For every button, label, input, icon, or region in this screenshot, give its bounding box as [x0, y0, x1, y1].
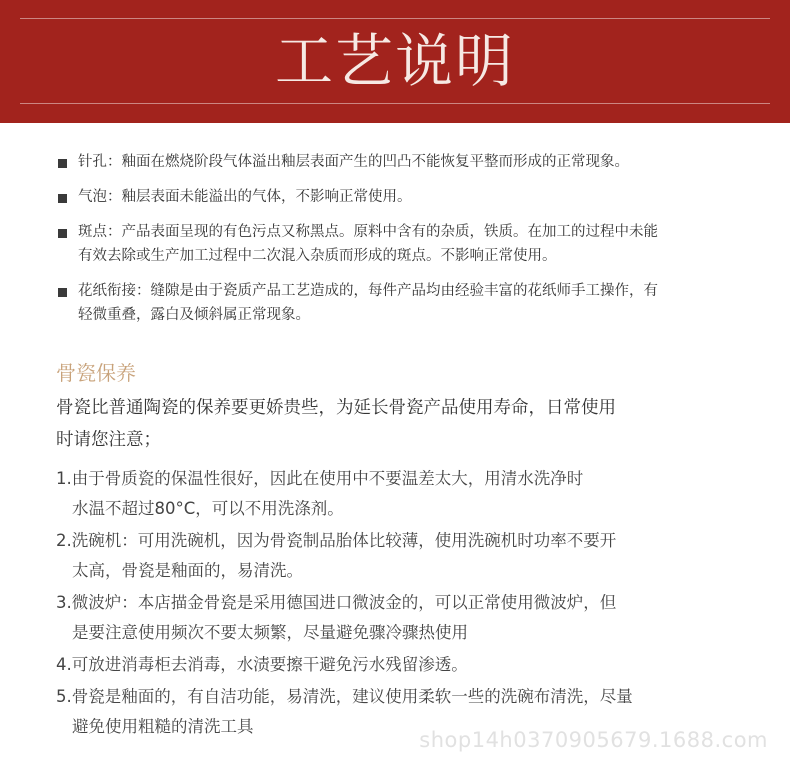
page-title: 工艺说明 [274, 27, 515, 95]
care-item-text-cont: 避免使用粗糙的清洗工具 [72, 717, 254, 736]
care-item-text-cont: 是要注意使用频次不要太频繁，尽量避免骤冷骤热使用 [72, 623, 468, 642]
care-item-text-cont: 水温不超过80°C，可以不用洗涤剂。 [72, 499, 344, 518]
craft-note-text: 斑点：产品表面呈现的有色污点又称黑点。原料中含有的杂质，铁质。在加工的过程中未能 [78, 224, 658, 240]
care-intro-line: 骨瓷比普通陶瓷的保养要更娇贵些，为延长骨瓷产品使用寿命，日常使用 [56, 398, 616, 418]
square-bullet-icon [58, 194, 67, 203]
craft-note-pinhole [58, 150, 738, 174]
craft-note-text-cont: 轻微重叠，露白及倾斜属正常现象。 [78, 307, 310, 323]
craft-note-text-cont: 有效去除或生产加工过程中二次混入杂质而形成的斑点。不影响正常使用。 [78, 248, 557, 264]
care-item-text: 5.骨瓷是釉面的，有自洁功能，易清洗，建议使用柔软一些的洗碗布清洗，尽量 [56, 687, 633, 706]
care-item-text: 1.由于骨质瓷的保温性很好，因此在使用中不要温差太大，用清水洗净时 [56, 469, 584, 488]
care-item [56, 464, 736, 524]
care-item-text-cont: 太高，骨瓷是釉面的，易清洗。 [72, 561, 303, 580]
care-item [56, 588, 736, 648]
care-item-text: 3.微波炉：本店描金骨瓷是采用德国进口微波金的，可以正常使用微波炉，但 [56, 593, 617, 612]
care-item [56, 526, 736, 586]
craft-notes-list [58, 150, 738, 338]
header-banner [0, 0, 790, 123]
craft-note-text: 花纸衔接：缝隙是由于瓷质产品工艺造成的，每件产品均由经验丰富的花纸师手工操作，有 [78, 283, 658, 299]
craft-note-bubble [58, 185, 738, 209]
header-top-rule [20, 18, 770, 19]
craft-note-decal-joint [58, 279, 738, 327]
care-items-list [56, 464, 736, 744]
care-intro-line: 时请您注意； [56, 430, 161, 450]
care-intro [56, 392, 736, 456]
square-bullet-icon [58, 159, 67, 168]
shop-watermark: shop14h0370905679.1688.com [419, 728, 768, 752]
square-bullet-icon [58, 229, 67, 238]
craft-note-spot [58, 220, 738, 268]
care-item-text: 2.洗碗机：可用洗碗机，因为骨瓷制品胎体比较薄，使用洗碗机时功率不要开 [56, 531, 617, 550]
square-bullet-icon [58, 288, 67, 297]
header-bottom-rule [20, 103, 770, 104]
care-item-text: 4.可放进消毒柜去消毒，水渍要擦干避免污水残留渗透。 [56, 655, 468, 674]
care-section-title: 骨瓷保养 [56, 361, 136, 385]
craft-note-text: 针孔：釉面在燃烧阶段气体溢出釉层表面产生的凹凸不能恢复平整而形成的正常现象。 [78, 154, 629, 170]
care-item [56, 650, 736, 680]
craft-note-text: 气泡：釉层表面未能溢出的气体，不影响正常使用。 [78, 189, 412, 205]
